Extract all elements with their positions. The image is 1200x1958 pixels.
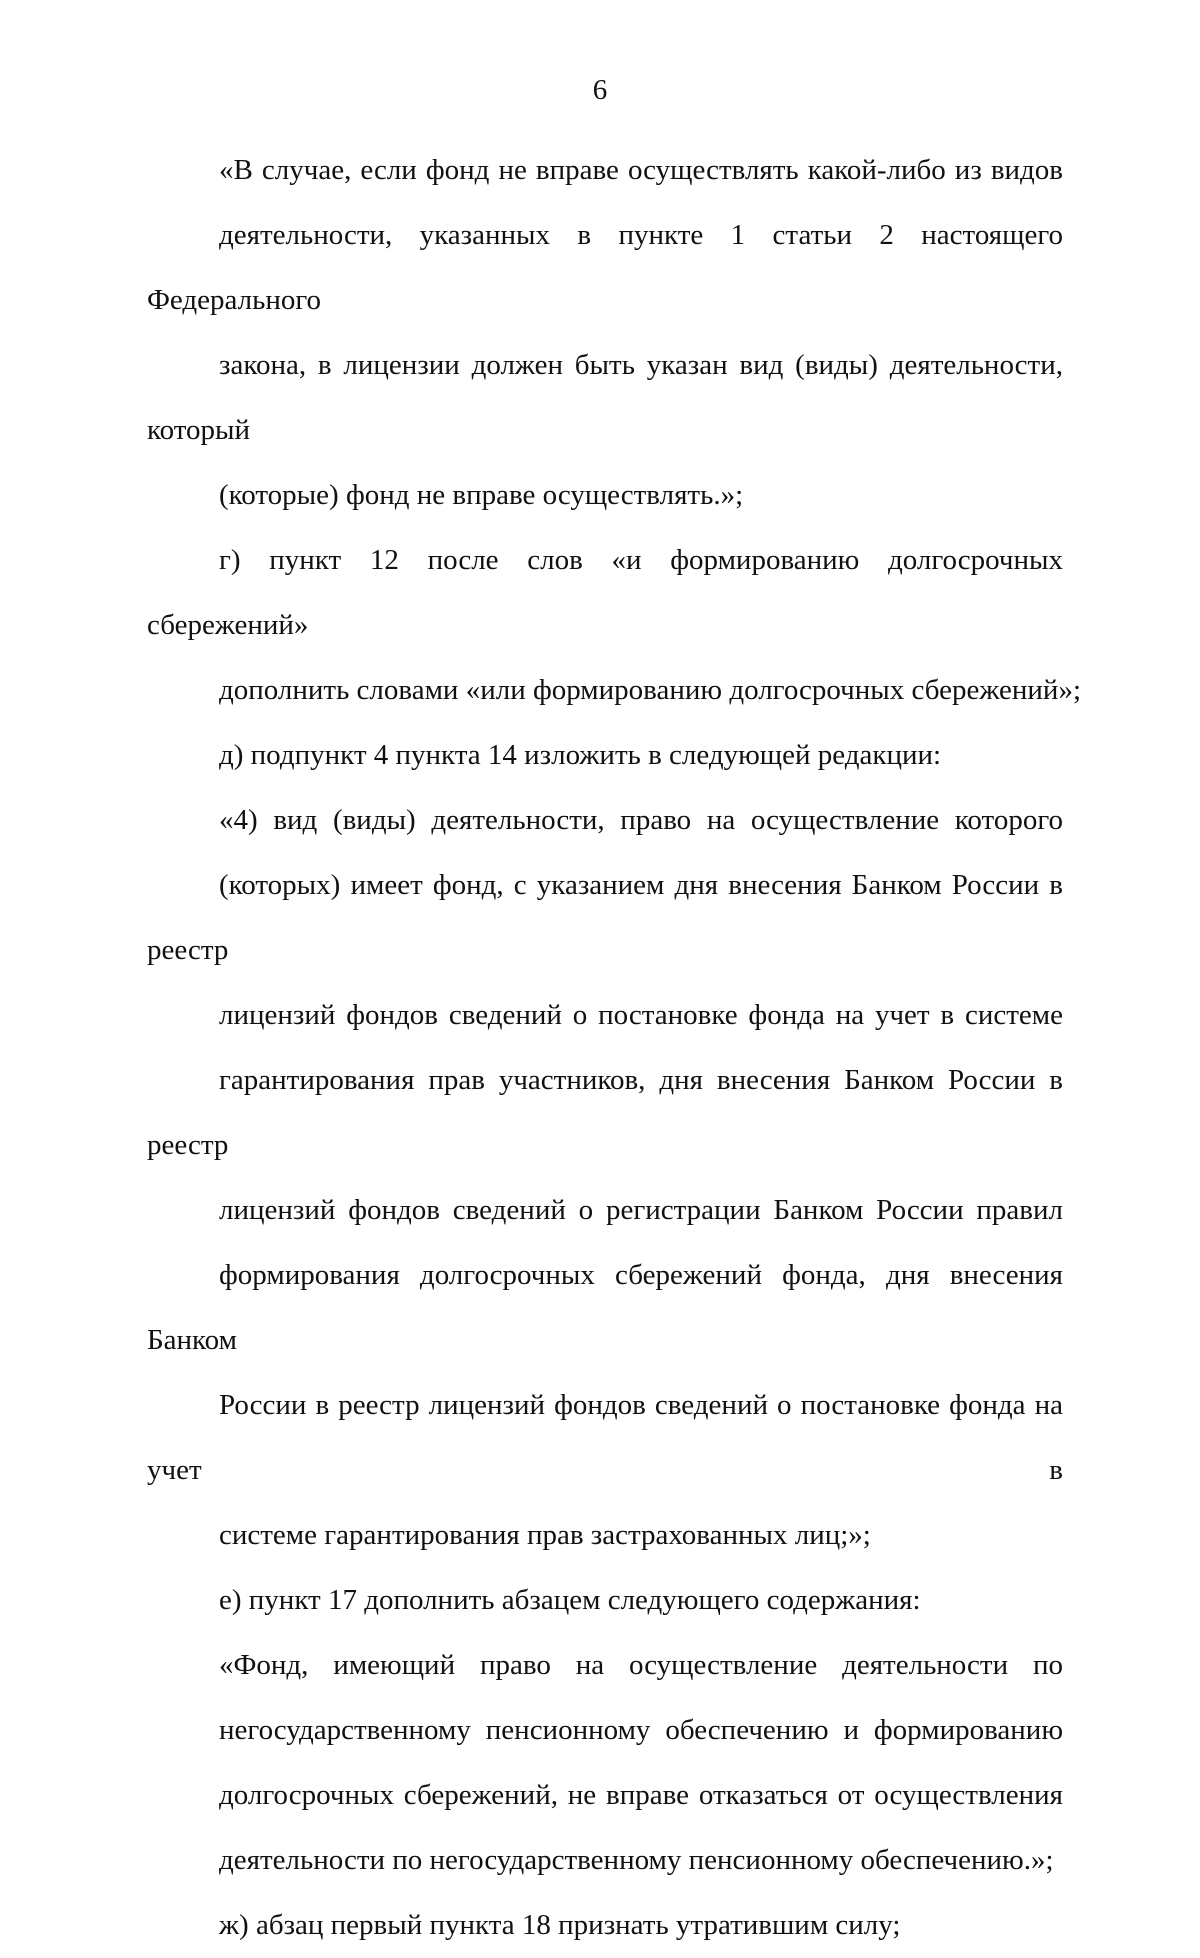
paragraph-line: е) пункт 17 дополнить абзацем следующего содержания: xyxy=(219,1584,921,1616)
paragraph-6 xyxy=(147,1633,1063,1893)
paragraph-4 xyxy=(147,788,1063,1568)
paragraph-line: «В случае, если фонд не вправе осуществлять какой-либо из видов xyxy=(219,154,1063,186)
paragraph-line: (которые) фонд не вправе осуществлять.»; xyxy=(219,479,744,511)
paragraph-line: России в реестр лицензий фондов сведений о постановке фонда на учет в xyxy=(147,1389,1063,1486)
paragraph-line: г) пункт 12 после слов «и формированию долгосрочных сбережений» xyxy=(147,544,1063,641)
paragraph-2 xyxy=(147,528,1081,723)
paragraph-line: ж) абзац первый пункта 18 признать утратившим силу; xyxy=(219,1909,901,1941)
paragraph-line: системе гарантирования прав застрахованных лиц;»; xyxy=(219,1519,871,1551)
paragraph-line: гарантирования прав участников, дня внесения Банком России в реестр xyxy=(147,1064,1063,1161)
paragraph-line: «Фонд, имеющий право на осуществление деятельности по xyxy=(219,1649,1063,1681)
document-body xyxy=(147,138,1081,1958)
paragraph-line: формирования долгосрочных сбережений фонда, дня внесения Банком xyxy=(147,1259,1063,1356)
paragraph-line: «4) вид (виды) деятельности, право на осуществление которого xyxy=(219,804,1063,836)
paragraph-line: деятельности, указанных в пункте 1 статьи 2 настоящего Федерального xyxy=(147,219,1063,316)
paragraph-5 xyxy=(147,1568,1063,1633)
paragraph-line: (которых) имеет фонд, с указанием дня внесения Банком России в реестр xyxy=(147,869,1063,966)
paragraph-line: долгосрочных сбережений, не вправе отказаться от осуществления xyxy=(219,1779,1063,1811)
paragraph-line: закона, в лицензии должен быть указан вид (виды) деятельности, который xyxy=(147,349,1063,446)
paragraph-7 xyxy=(147,1893,1063,1958)
paragraph-line: лицензий фондов сведений о регистрации Банком России правил xyxy=(219,1194,1063,1226)
paragraph-1 xyxy=(147,138,1063,528)
paragraph-line: дополнить словами «или формированию долгосрочных сбережений»; xyxy=(219,674,1081,706)
paragraph-3 xyxy=(147,723,1063,788)
paragraph-line: лицензий фондов сведений о постановке фонда на учет в системе xyxy=(219,999,1063,1031)
paragraph-line: д) подпункт 4 пункта 14 изложить в следующей редакции: xyxy=(219,739,942,771)
page-number: 6 xyxy=(592,74,608,106)
paragraph-line: деятельности по негосударственному пенсионному обеспечению.»; xyxy=(219,1844,1054,1876)
paragraph-line: негосударственному пенсионному обеспечению и формированию xyxy=(219,1714,1063,1746)
